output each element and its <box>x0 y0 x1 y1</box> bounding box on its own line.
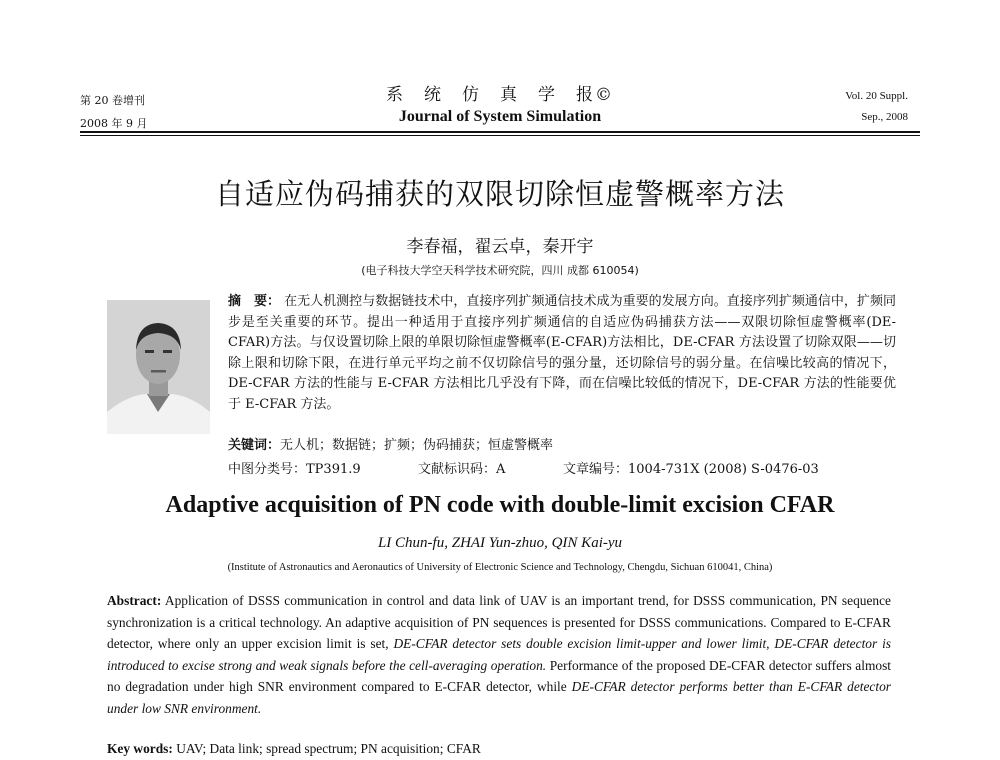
keywords-cn <box>228 434 896 453</box>
keywords-label-cn: 关键词： <box>228 438 281 453</box>
classification-row <box>228 458 908 477</box>
abstract-en <box>107 590 891 719</box>
header-rule-bottom <box>80 135 920 136</box>
abstract-en-part3: Performance of the proposed DE-CFAR detector suffers almost no degradation under high SNR environment compared to E-CFAR detector, while <box>107 657 891 694</box>
volume-cn: 第 20 卷增刊 <box>80 94 145 107</box>
abstract-label-en: Abstract: <box>107 593 162 608</box>
abstract-label-cn: 摘 要： <box>228 294 281 309</box>
affiliation-en: (Institute of Astronautics and Aeronautics of University of Electronic Science and Technology, Chengdu, Sichuan 610041, China) <box>227 562 773 573</box>
affiliation-cn: (电子科技大学空天科学技术研究院，四川 成都 610054) <box>361 264 639 277</box>
keywords-label-en: Key words: <box>107 741 173 756</box>
keywords-text-en: UAV; Data link; spread spectrum; PN acquisition; CFAR <box>176 741 481 756</box>
header-rule-top <box>80 131 920 133</box>
journal-title-cn: 系 统 仿 真 学 报© <box>386 85 614 105</box>
abstract-en-part2: DE-CFAR detector sets double excision limit-upper and lower limit, DE-CFAR detector is introduced to excise strong and weak signals before the cell-averaging operation. <box>107 636 891 673</box>
authors-cn: 李春福，翟云卓，秦开宇 <box>406 237 594 257</box>
keywords-text-cn: 无人机；数据链；扩频；伪码捕获；恒虚警概率 <box>280 438 554 453</box>
authors-en: LI Chun-fu, ZHAI Yun-zhuo, QIN Kai-yu <box>377 535 623 551</box>
date-en: Sep., 2008 <box>861 111 908 123</box>
abstract-text-cn: 在无人机测控与数据链技术中，直接序列扩频通信技术成为重要的发展方向。直接序列扩频通信中，扩频同步是至关重要的环节。提出一种适用于直接序列扩频通信的自适应伪码捕获方法——双限切除恒虚警概率(DE-CFAR)方法。与仅设置切除上限的单限切除恒虚警概率(E-CFAR)方法相比，DE-CFAR 方法设置了切除双限——切除上限和切除下限，在进行单元平均之前不仅切除信号的强分量，还切除信号的弱分量。在信噪比较高的情况下，DE-CFAR 方法的性能与 E-CFAR 方法相比几乎没有下降，而在信噪比较低的情况下，DE-CFAR 方法的性能要优于 E-CFAR 方法。 <box>228 294 896 412</box>
article-number: 文章编号：1004-731X (2008) S-0476-03 <box>563 462 819 477</box>
class-number: 中图分类号：TP391.9 <box>228 462 361 477</box>
journal-title-en: Journal of System Simulation <box>398 108 602 125</box>
abstract-en-part1: Application of DSSS communication in control and data link of UAV is an important trend, for DSSS communication, PN sequence synchronization is a critical technology. An adaptive acquisition of PN sequences is presented for DSSS communications. Compared to E-CFAR detector, where only an upper excision limit is set, <box>107 593 891 651</box>
date-cn: 2008 年 9 月 <box>80 117 148 130</box>
abstract-cn <box>228 292 896 415</box>
author-photo <box>107 300 210 434</box>
paper-title-en: Adaptive acquisition of PN code with double-limit excision CFAR <box>165 492 835 518</box>
paper-title-cn: 自适应伪码捕获的双限切除恒虚警概率方法 <box>214 177 785 211</box>
keywords-en <box>107 741 891 757</box>
document-code: 文献标识码：A <box>418 462 506 477</box>
volume-en: Vol. 20 Suppl. <box>845 90 908 102</box>
abstract-en-part4: DE-CFAR detector performs better than E-CFAR detector under low SNR environment. <box>107 679 891 716</box>
